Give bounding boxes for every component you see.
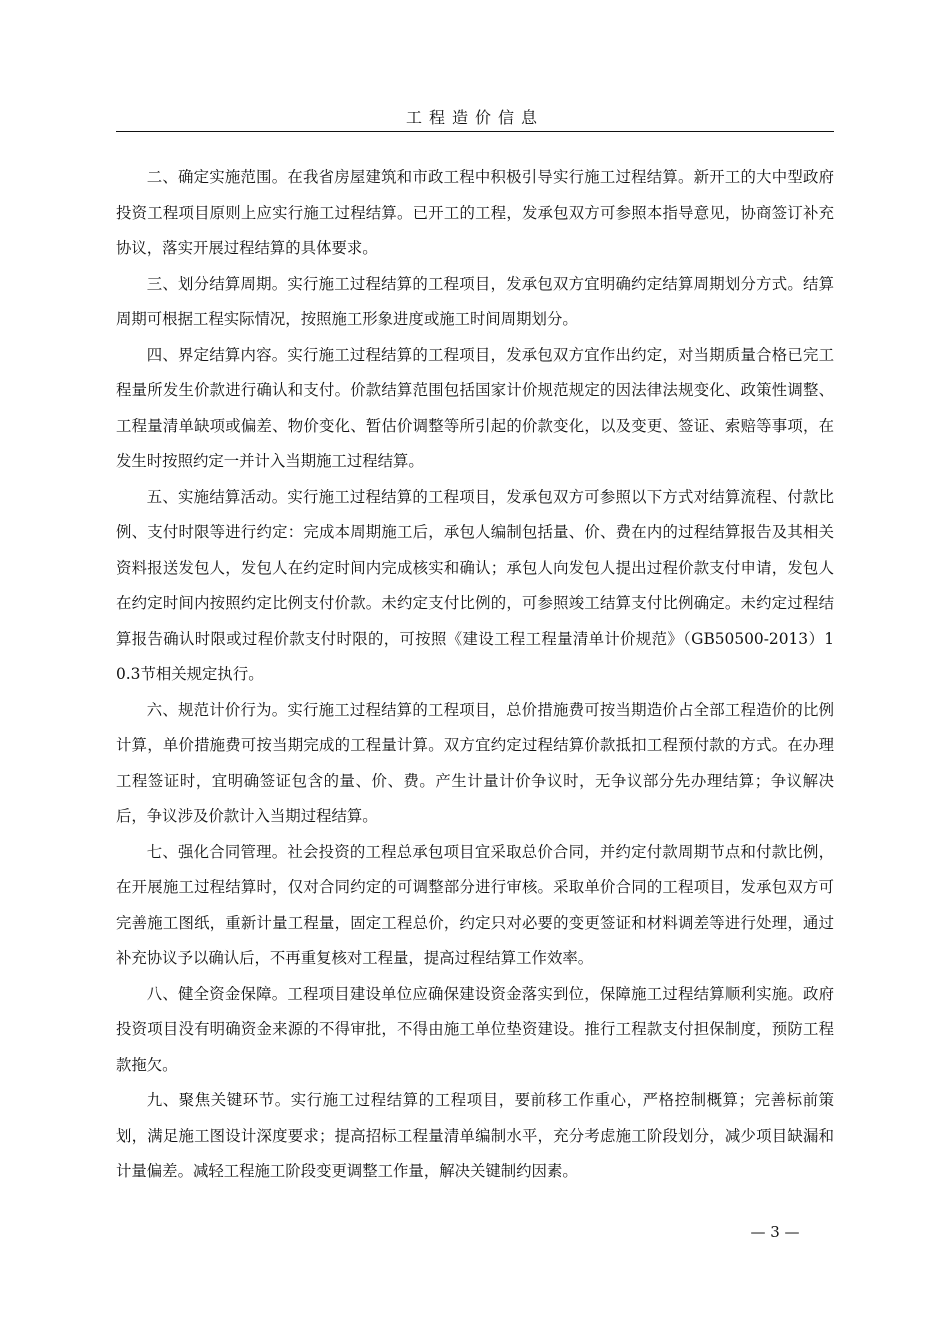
paragraph-settlement-activities: 五、实施结算活动。实行施工过程结算的工程项目，发承包双方可参照以下方式对结算流程、付款比例、支付时限等进行约定：完成本周期施工后，承包人编制包括量、价、费在内的过程结算报告及其相关资料报送发包人，发包人在约定时间内完成核实和确认；承包人向发包人提出过程价款支付申请，发包人在约定时间内按照约定比例支付价款。未约定支付比例的，可参照竣工结算支付比例确定。未约定过程结算报告确认时限或过程价款支付时限的，可按照《建设工程工程量清单计价规范》（GB50500-2013）10.3节相关规定执行。	[116, 487, 834, 683]
paragraph-contract-management: 七、强化合同管理。社会投资的工程总承包项目宜采取总价合同，并约定付款周期节点和付款比例，在开展施工过程结算时，仅对合同约定的可调整部分进行审核。采取单价合同的工程项目，发承包双方可完善施工图纸，重新计量工程量，固定工程总价，约定只对必要的变更签证和材料调差等进行处理，通过补充协议予以确认后，不再重复核对工程量，提高过程结算工作效率。	[116, 842, 834, 967]
paragraph-key-links: 九、聚焦关键环节。实行施工过程结算的工程项目，要前移工作重心，严格控制概算；完善标前策划，满足施工图设计深度要求；提高招标工程量清单编制水平，充分考虑施工阶段划分，减少项目缺漏和计量偏差。减轻工程施工阶段变更调整工作量，解决关键制约因素。	[116, 1091, 834, 1180]
paragraph-implementation-scope: 二、确定实施范围。在我省房屋建筑和市政工程中积极引导实行施工过程结算。新开工的大中型政府投资工程项目原则上应实行施工过程结算。已开工的工程，发承包双方可参照本指导意见，协商签订补充协议，落实开展过程结算的具体要求。	[116, 168, 834, 257]
paragraph-settlement-period: 三、划分结算周期。实行施工过程结算的工程项目，发承包双方宜明确约定结算周期划分方式。结算周期可根据工程实际情况，按照施工形象进度或施工时间周期划分。	[116, 274, 834, 328]
paragraph-settlement-content: 四、界定结算内容。实行施工过程结算的工程项目，发承包双方宜作出约定，对当期质量合格已完工程量所发生价款进行确认和支付。价款结算范围包括国家计价规范规定的因法律法规变化、政策性调整、工程量清单缺项或偏差、物价变化、暂估价调整等所引起的价款变化，以及变更、签证、索赔等事项，在发生时按照约定一并计入当期施工过程结算。	[116, 345, 834, 470]
page-number: — 3 —	[750, 1223, 800, 1241]
header-rule	[116, 131, 834, 132]
paragraph-funding-guarantee: 八、健全资金保障。工程项目建设单位应确保建设资金落实到位，保障施工过程结算顺利实施。政府投资项目没有明确资金来源的不得审批，不得由施工单位垫资建设。推行工程款支付担保制度，预防工程款拖欠。	[116, 984, 834, 1074]
paragraph-pricing-conduct: 六、规范计价行为。实行施工过程结算的工程项目，总价措施费可按当期造价占全部工程造价的比例计算，单价措施费可按当期完成的工程量计算。双方宜约定过程结算价款抵扣工程预付款的方式。在办理工程签证时，宜明确签证包含的量、价、费。产生计量计价争议时，无争议部分先办理结算；争议解决后，争议涉及价款计入当期过程结算。	[116, 700, 834, 825]
document-body	[116, 160, 834, 1190]
running-header: 工程造价信息	[405, 108, 544, 127]
